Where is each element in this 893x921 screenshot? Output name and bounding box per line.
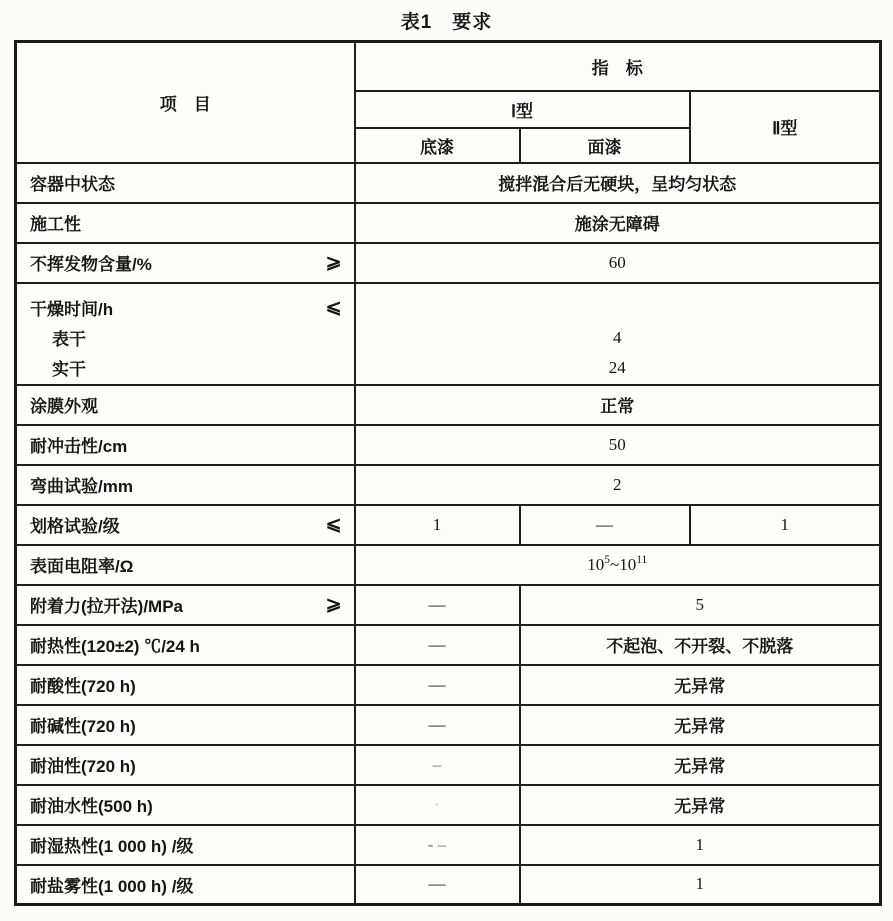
row-label-cell [16,385,355,425]
resistivity-exponent: 11 [636,553,648,566]
less-equal-symbol: ⩽ [325,297,342,318]
row-label-cell [16,283,355,385]
row-label: 容器中状态 [30,175,115,194]
topcoat-type2-value-cell: 无异常 [520,785,881,825]
row-label-cell [16,825,355,865]
row-label-cell [16,163,355,203]
row-subvalue: 24 [608,357,626,377]
row-label-cell [16,625,355,665]
row-label-cell [16,545,355,585]
row-subvalue: 4 [613,327,622,347]
row-label: 耐湿热性(1 000 h) /级 [30,837,194,856]
table-row [16,465,881,505]
table-row [16,625,881,665]
topcoat-type2-value-cell: 1 [520,865,881,905]
row-label: 不挥发物含量/% [30,255,152,274]
row-label-cell [16,865,355,905]
header-index: 指 标 [355,42,881,91]
table-row [16,163,881,203]
row-value-cell [355,545,881,585]
type2-value-cell: 1 [690,505,881,545]
header-item: 项 目 [16,42,355,163]
row-value-cell: 50 [355,425,881,465]
topcoat-type2-value-cell: 1 [520,825,881,865]
table-row [16,243,881,283]
topcoat-type2-value-cell: 无异常 [520,745,881,785]
table-row [16,865,881,905]
row-label: 干燥时间/h [30,300,114,319]
table-row [16,665,881,705]
topcoat-type2-value-cell: 不起泡、不开裂、不脱落 [520,625,881,665]
header-row-1 [16,42,881,91]
row-value-cell: 搅拌混合后无硬块，呈均匀状态 [355,163,881,203]
table-row [16,785,881,825]
row-label: 划格试验/级 [30,517,120,536]
primer-value-cell: — [355,705,520,745]
less-equal-symbol: ⩽ [325,514,342,535]
table-caption: 表1 要求 [400,12,493,33]
primer-value-cell: — [355,625,520,665]
primer-value-cell: · [355,785,520,825]
primer-value-cell: - – [355,825,520,865]
primer-value-cell: – [355,745,520,785]
tilde-separator: ~ [609,554,620,574]
resistivity-base: 10 [619,554,637,574]
row-label: 弯曲试验/mm [30,477,133,496]
row-sublabel: 表干 [52,330,86,349]
row-value-cell: 施涂无障碍 [355,203,881,243]
row-subvalue-empty [357,293,879,323]
table-row [16,545,881,585]
row-label-cell [16,585,355,625]
row-value-cell: 60 [355,243,881,283]
greater-equal-symbol: ⩾ [325,252,342,273]
row-label-cell [16,745,355,785]
table-row [16,705,881,745]
row-label-cell [16,665,355,705]
primer-value-cell: 1 [355,505,520,545]
header-primer: 底漆 [355,128,520,163]
topcoat-type2-value-cell: 无异常 [520,665,881,705]
table-row [16,745,881,785]
table-row [16,585,881,625]
row-label: 涂膜外观 [30,397,98,416]
table-row [16,203,881,243]
topcoat-type2-value-cell: 无异常 [520,705,881,745]
row-sublabel: 实干 [52,360,86,379]
table-row [16,385,881,425]
row-label-cell [16,243,355,283]
table-row [16,825,881,865]
row-label-cell [16,203,355,243]
row-label: 附着力(拉开法)/MPa [30,597,183,616]
header-type2: Ⅱ型 [690,91,881,163]
topcoat-value-cell: — [520,505,690,545]
row-label: 耐碱性(720 h) [30,717,136,736]
row-label-cell [16,505,355,545]
row-label: 耐热性(120±2) ℃/24 h [30,637,200,656]
requirements-table [14,40,882,906]
row-label: 表面电阻率/Ω [30,557,134,576]
table-row [16,505,881,545]
row-value-cell: 正常 [355,385,881,425]
resistivity-base: 10 [587,554,605,574]
row-value-cell: 2 [355,465,881,505]
topcoat-type2-value-cell: 5 [520,585,881,625]
row-label: 耐盐雾性(1 000 h) /级 [30,876,194,896]
table-row [16,425,881,465]
greater-equal-symbol: ⩾ [325,594,342,615]
primer-value-cell: — [355,585,520,625]
row-label-cell [16,425,355,465]
row-label-cell [16,465,355,505]
row-label-cell [16,785,355,825]
primer-value-cell: — [355,665,520,705]
row-label: 耐油性(720 h) [30,757,136,776]
row-label: 耐油水性(500 h) [30,797,153,816]
header-topcoat: 面漆 [520,128,690,163]
row-label-cell [16,705,355,745]
table-row [16,283,881,385]
primer-value-cell: — [355,865,520,905]
header-type1: Ⅰ型 [355,91,690,128]
row-value-cell [355,283,881,385]
row-label: 施工性 [30,215,81,234]
resistivity-exponent: 5 [604,553,610,566]
row-label: 耐冲击性/cm [30,437,128,456]
row-label: 耐酸性(720 h) [30,677,136,696]
